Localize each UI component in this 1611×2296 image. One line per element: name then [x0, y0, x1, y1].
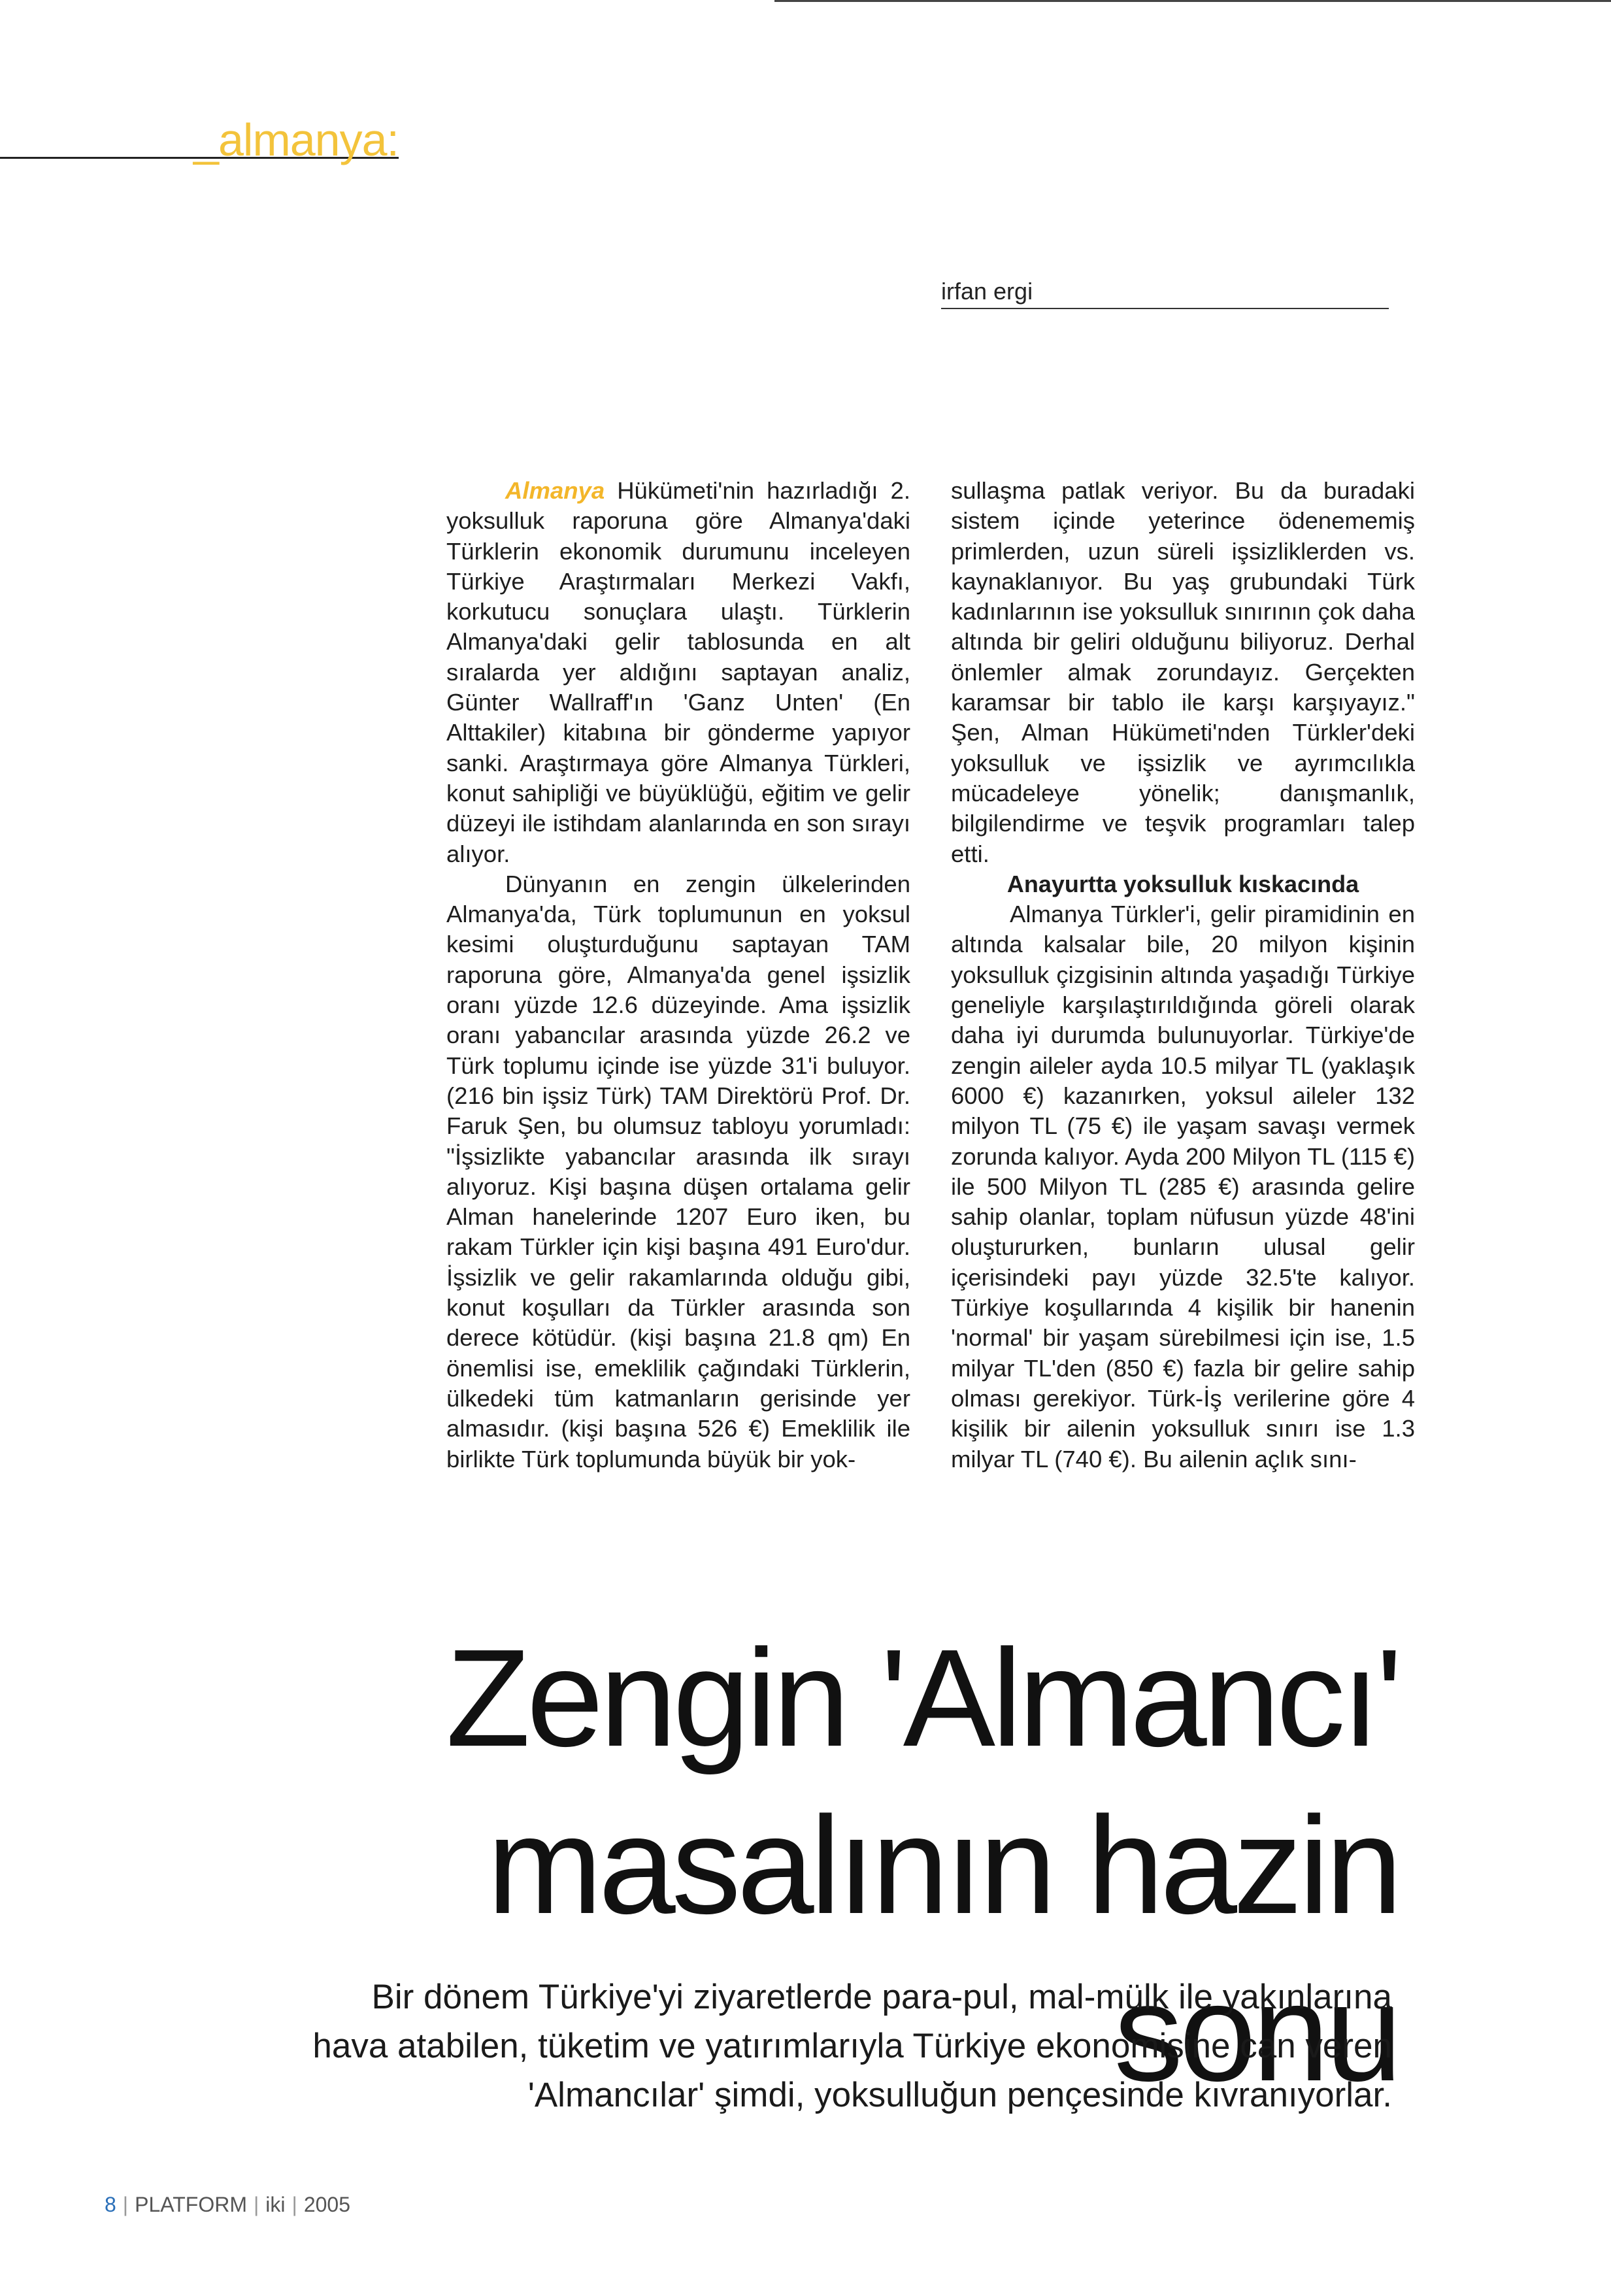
footer-separator: | — [291, 2193, 297, 2216]
article-column-2 — [951, 476, 1415, 1474]
top-rule — [774, 0, 1611, 2]
page-footer — [105, 2193, 350, 2217]
magazine-name: PLATFORM — [135, 2193, 247, 2216]
standfirst-line-2: hava atabilen, tüketim ve yatırımlarıyla Türkiye ekonomisine can veren — [312, 2027, 1392, 2065]
footer-separator: | — [253, 2193, 259, 2216]
headline-line-2: masalının hazin sonu — [487, 1788, 1399, 2110]
standfirst-line-3: 'Almancılar' şimdi, yoksulluğun pençesinde kıvranıyorlar. — [527, 2076, 1392, 2114]
section-subheading: Anayurtta yoksulluk kıskacında — [1006, 870, 1359, 897]
article-standfirst — [196, 1972, 1392, 2120]
issue-year: 2005 — [303, 2193, 350, 2216]
column-2-paragraph-2: Almanya Türkler'i, gelir piramidinin en altında kalsalar bile, 20 milyon kişinin yoksulluk çizgisinin altında yaşadığı Türkiye geneliyle karşılaştırıldığında göreli olarak daha iyi durumda bulunuyorlar. Türkiye'de zengin aileler ayda 10.5 milyar TL (yaklaşık 6000 €) kazanırken, yoksul aileler 132 milyon TL (75 €) ile yaşam savaşı vermek zorunda kalıyor. Ayda 200 Milyon TL (115 €) ile 500 Milyon TL (285 €) arasında gelire sahip olanlar, toplam nüfusun yüzde 48'ini oluştururken, bunların ulusal gelir içerisindeki payı yüzde 32.5'te kalıyor. Türkiye koşullarında 4 kişilik bir hanenin 'normal' bir yaşam sürebilmesi için ise, 1.5 milyar TL'den (850 €) fazla bir gelire sahip olması gerekiyor. Türk-İş verilerine göre 4 kişilik bir ailenin yoksulluk sınırı ise 1.3 milyar TL (740 €). Bu ailenin açlık sını- — [951, 901, 1415, 1472]
column-1-paragraph-1-text: Hükümeti'nin hazırladığı 2. yoksulluk raporuna göre Almanya'daki Türklerin ekonomik durumunu inceleyen Türkiye Araştırmaları Merkezi Vakfı, korkutucu sonuçlara ulaştı. Türklerin Almanya'daki gelir tablosunda en alt sıralarda yer aldığını saptayan analiz, Günter Wallraff'ın 'Ganz Unten' (En Alttakiler) kitabına bir gönderme yapıyor sanki. Araştırmaya göre Almanya Türkleri, konut sahipliği ve büyüklüğü, eğitim ve gelir düzeyi ile istihdam alanlarında en son sırayı alıyor. — [446, 477, 910, 867]
section-tag — [0, 98, 399, 165]
article-column-1 — [446, 476, 910, 1474]
issue-label: iki — [265, 2193, 286, 2216]
footer-separator: | — [122, 2193, 129, 2216]
standfirst-line-1: Bir dönem Türkiye'yi ziyaretlerde para-pul, mal-mülk ile yakınlarına — [371, 1978, 1392, 2016]
section-tag-label: _almanya: — [193, 114, 399, 165]
lead-word: Almanya — [505, 477, 605, 504]
column-2-paragraph-1: sullaşma patlak veriyor. Bu da buradaki sistem içinde yeterince ödenememiş primlerden, uzun süreli işsizliklerden vs. kaynaklanıyor. Bu yaş grubundaki Türk kadınlarının ise yoksulluk sınırının çok daha altında bir geliri olduğunu biliyoruz. Derhal önlemler almak zorundayız. Gerçekten karamsar bir tablo ile karşı karşıyayız." Şen, Alman Hükümeti'nden Türkler'deki yoksulluk ve işsizlik ve ayrımcılıkla mücadeleye yönelik; danışmanlık, bilgilendirme ve teşvik programları talep etti. — [951, 477, 1415, 867]
page-number: 8 — [105, 2193, 116, 2216]
column-1-paragraph-1 — [446, 476, 910, 869]
headline-line-1: Zengin 'Almancı' — [446, 1620, 1399, 1775]
author-byline: irfan ergi — [941, 278, 1389, 309]
column-1-paragraph-2: Dünyanın en zengin ülkelerinden Almanya'da, Türk toplumunun en yoksul kesimi oluşturduğunu saptayan TAM raporuna göre, Almanya'da genel işsizlik oranı yüzde 12.6 düzeyinde. Ama işsizlik oranı yabancılar arasında yüzde 26.2 ve Türk toplumu içinde ise yüzde 31'i buluyor. (216 bin işsiz Türk) TAM Direktörü Prof. Dr. Faruk Şen, bu olumsuz tabloyu yorumladı: "İşsizlikte yabancılar arasında ilk sırayı alıyoruz. Kişi başına düşen ortalama gelir Alman hanelerinde 1207 Euro iken, bu rakam Türkler için kişi başına 491 Euro'dur. İşsizlik ve gelir rakamlarında olduğu gibi, konut koşulları da Türkler arasında son derece kötüdür. (kişi başına 21.8 qm) En önemlisi ise, emeklilik çağındaki Türklerin, ülkedeki tüm katmanların gerisinde yer almasıdır. (kişi başına 526 €) Emeklilik ile birlikte Türk toplumunda büyük bir yok- — [446, 870, 910, 1472]
